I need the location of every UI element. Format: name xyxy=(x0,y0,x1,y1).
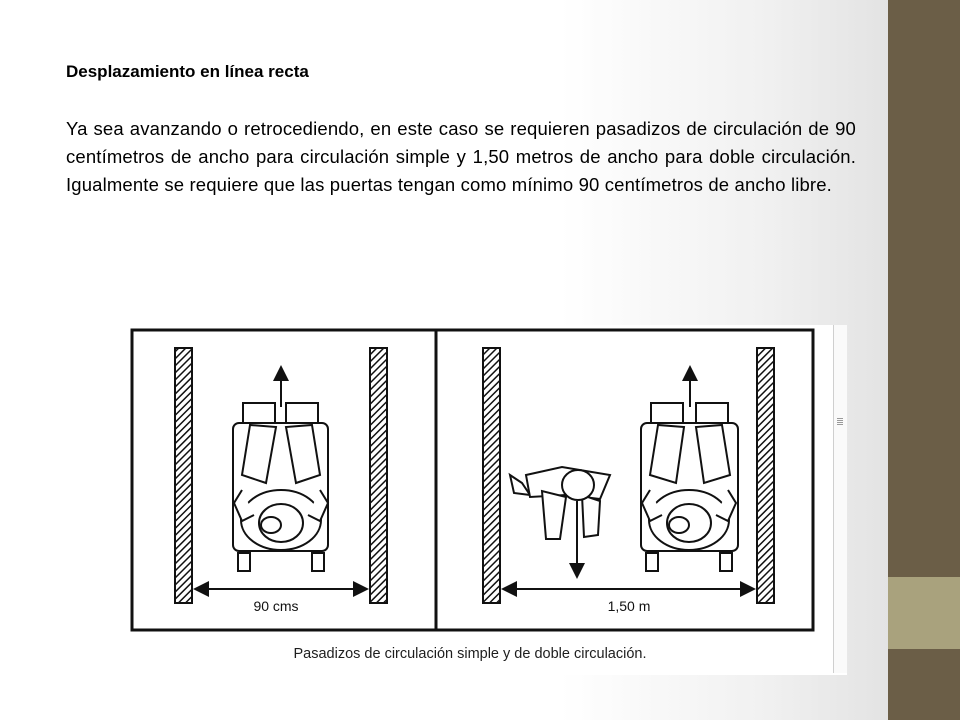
slide-title: Desplazamiento en línea recta xyxy=(66,62,309,81)
circulation-diagram xyxy=(130,325,847,675)
scrollbar-grip-icon[interactable] xyxy=(837,418,843,425)
figure-caption: Pasadizos de circulación simple y de doble circulación. xyxy=(293,646,647,662)
decorative-band-dark xyxy=(888,0,960,577)
dimension-label-left: 90 cms xyxy=(253,598,299,614)
diagram-drawing xyxy=(130,325,835,645)
right-wall-a xyxy=(483,348,500,603)
decorative-band-dark-bottom xyxy=(888,649,960,720)
right-wall-b xyxy=(757,348,774,603)
image-scrollbar[interactable] xyxy=(833,325,847,673)
dimension-label-right: 1,50 m xyxy=(607,598,651,614)
slide-body-text: Ya sea avanzando o retrocediendo, en este caso se requieren pasadizos de circulación de 90 centímetros de ancho para circulación simple y 1,50 metros de ancho para doble circulación. Igualmente se requiere que las puertas tengan como mínimo 90 centímetros de ancho libre. xyxy=(66,118,856,195)
decorative-band-light xyxy=(888,577,960,649)
wheelchair-user-left xyxy=(233,367,328,571)
left-wall-a xyxy=(175,348,192,603)
pedestrian xyxy=(510,467,610,577)
left-wall-b xyxy=(370,348,387,603)
wheelchair-user-right xyxy=(641,367,738,571)
